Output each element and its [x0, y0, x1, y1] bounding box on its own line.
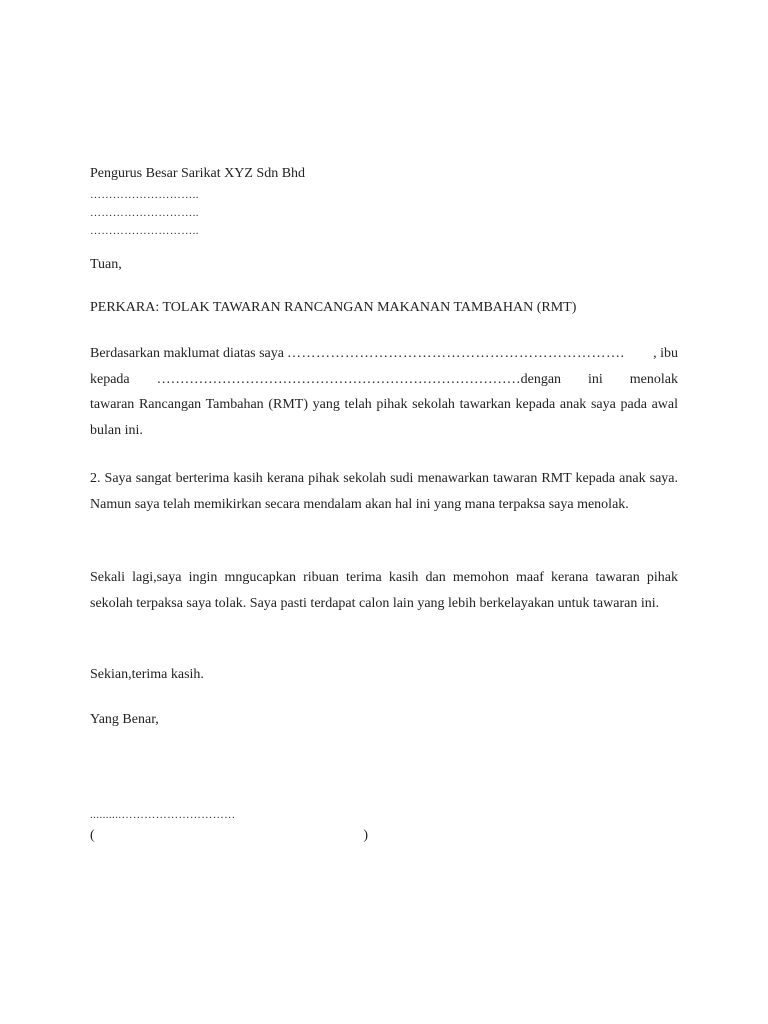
address-line-1: ………………………..: [90, 189, 199, 201]
paragraph-1-ibu: , ibu: [653, 346, 678, 361]
paragraph-1-line-2: [90, 367, 678, 393]
open-bracket: (: [90, 828, 95, 843]
subject-line: PERKARA: TOLAK TAWARAN RANCANGAN MAKANAN TAMBAHAN (RMT): [90, 300, 577, 315]
signature-line: ..........…………………………: [90, 809, 236, 821]
child-name-blank: ……………………………………………………………………dengan: [156, 371, 562, 387]
paragraph-1-intro: Berdasarkan maklumat diatas saya: [90, 346, 284, 361]
paragraph-1: [90, 341, 678, 443]
paragraph-2: 2. Saya sangat berterima kasih kerana pihak sekolah sudi menawarkan tawaran RMT kepada anak saya. Namun saya telah memikirkan secara mendalam akan hal ini yang mana terpaksa saya menolak.: [90, 471, 678, 512]
signature-name-brackets: [90, 828, 368, 844]
address-line-3: ………………………..: [90, 225, 199, 237]
name-blank-dots: …………………………………………………………….: [286, 346, 625, 361]
recipient-name: Pengurus Besar Sarikat XYZ Sdn Bhd: [90, 166, 306, 181]
word-menolak: menolak: [629, 371, 678, 387]
letter-page: [90, 0, 678, 1024]
salutation: Tuan,: [90, 257, 122, 272]
paragraph-1-rest: tawaran Rancangan Tambahan (RMT) yang telah pihak sekolah tawarkan kepada anak saya pada awal bulan ini.: [90, 397, 678, 438]
close-bracket: ): [363, 828, 368, 843]
paragraph-3: Sekali lagi,saya ingin mngucapkan ribuan terima kasih dan memohon maaf kerana tawaran pihak sekolah terpaksa saya tolak. Saya pasti terdapat calon lain yang lebih berkelayakan untuk tawaran ini.: [90, 570, 678, 611]
paragraph-1-line-1: [90, 341, 678, 367]
closing-line: Sekian,terima kasih.: [90, 667, 204, 682]
word-ini: ini: [588, 371, 603, 387]
address-line-2: ………………………..: [90, 207, 199, 219]
signoff-line: Yang Benar,: [90, 712, 159, 727]
word-kepada: kepada: [90, 371, 130, 387]
